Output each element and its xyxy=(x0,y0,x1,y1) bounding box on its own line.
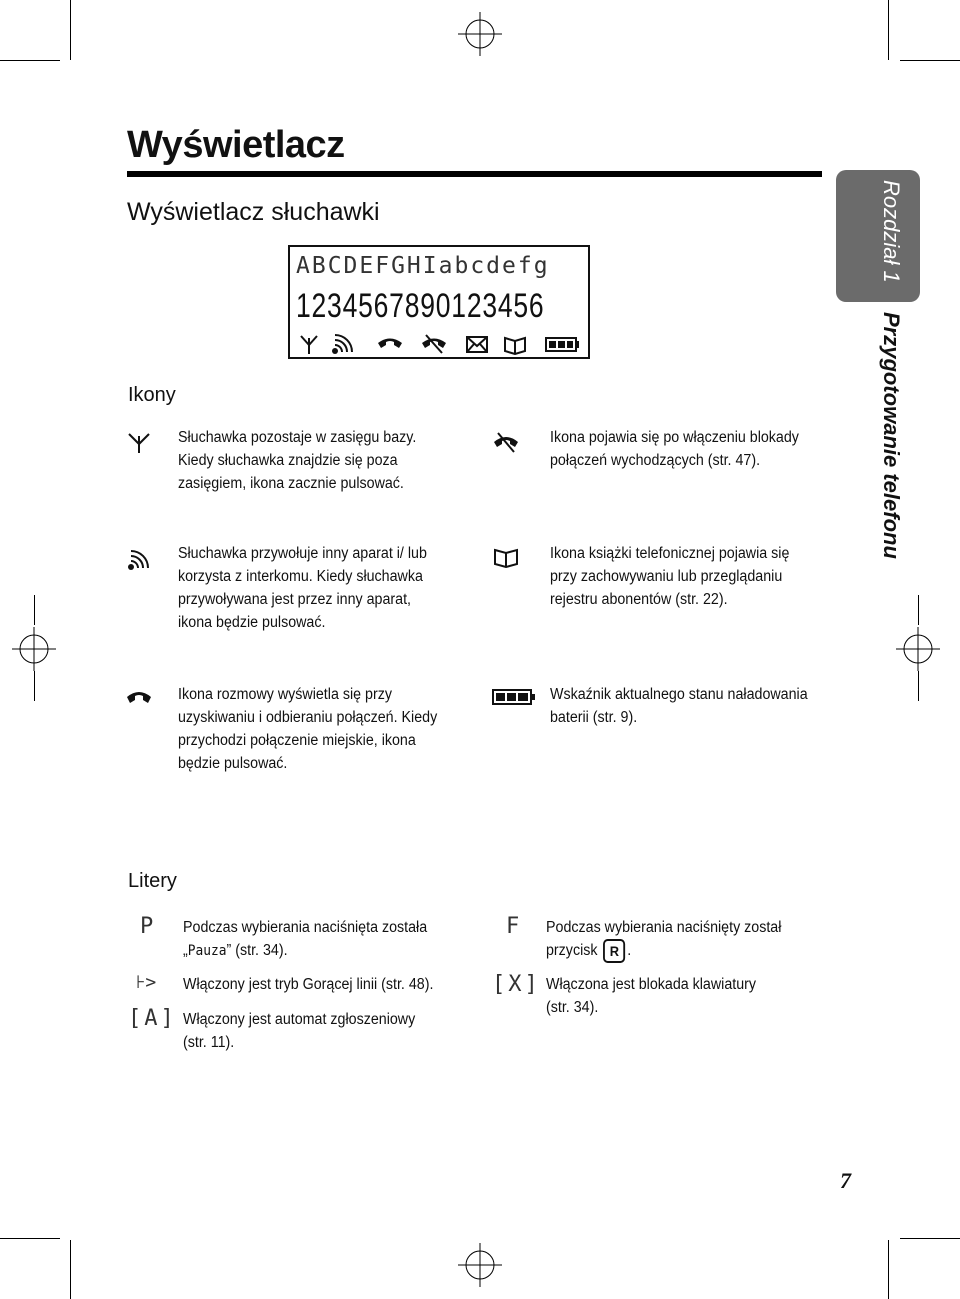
call-barring-icon xyxy=(493,432,519,454)
r-key-icon: R xyxy=(603,939,625,963)
crop-mark xyxy=(34,671,35,701)
pause-symbol: P xyxy=(140,914,154,939)
crop-mark xyxy=(918,671,919,701)
envelope-icon xyxy=(467,337,487,352)
crop-mark xyxy=(888,1240,889,1299)
chapter-title: Przygotowanie telefonu xyxy=(879,312,904,559)
icon-description-antenna: Słuchawka pozostaje w zasięgu bazy. Kiedy słuchawka znajdzie się poza zasięgiem, ikona zacznie pulsować. xyxy=(178,429,417,492)
letter-description-flash: Podczas wybierania naciśnięty został przycisk R . xyxy=(546,916,781,963)
antenna-icon xyxy=(301,336,317,354)
page-title: Wyświetlacz xyxy=(127,124,345,166)
key-lock-symbol: [X] xyxy=(492,972,541,997)
section-title: Wyświetlacz słuchawki xyxy=(127,198,380,226)
registration-mark-top xyxy=(458,12,502,56)
crop-mark xyxy=(70,1240,71,1299)
icon-description-phonebook: Ikona książki telefonicznej pojawia się przy zachowywaniu lub przeglądaniu rejestru abonentów (str. 22). xyxy=(550,545,790,608)
icons-section-label: Ikony xyxy=(128,384,176,406)
registration-mark-left xyxy=(12,627,56,671)
chapter-label: Rozdział 1 xyxy=(879,180,904,283)
lcd-row-digits: 1234567890123456 xyxy=(296,287,545,325)
flash-symbol: F xyxy=(506,914,520,939)
crop-mark xyxy=(34,595,35,625)
crop-mark xyxy=(888,0,889,60)
icon-description-intercom: Słuchawka przywołuje inny aparat i/ lub korzysta z interkomu. Kiedy słuchawka przywoływana jest przez inny aparat, ikona będzie pulsować. xyxy=(178,545,427,631)
registration-mark-right xyxy=(896,627,940,671)
hotline-symbol: ⊦> xyxy=(136,972,157,993)
intercom-signal-icon xyxy=(128,548,150,570)
letter-description-hotline: Włączony jest tryb Gorącej linii (str. 48). xyxy=(183,976,434,993)
registration-mark-bottom xyxy=(458,1243,502,1287)
intercom-signal-icon xyxy=(332,335,352,354)
letter-description-answering-machine: Włączony jest automat zgłoszeniowy (str. 11). xyxy=(183,1011,416,1051)
icon-description-battery: Wskaźnik aktualnego stanu naładowania baterii (str. 9). xyxy=(550,686,808,726)
page-number: 7 xyxy=(840,1168,851,1193)
answering-machine-symbol: [A] xyxy=(128,1006,177,1031)
crop-mark xyxy=(70,0,71,60)
lcd-display xyxy=(288,245,590,359)
crop-mark xyxy=(900,1238,960,1239)
handset-icon xyxy=(126,690,152,706)
phonebook-icon xyxy=(494,548,518,568)
crop-mark xyxy=(0,60,60,61)
letter-description-pause: Podczas wybierania naciśnięta została „Pauza” (str. 34). xyxy=(183,919,428,959)
crop-mark xyxy=(0,1238,60,1239)
phonebook-icon xyxy=(505,338,525,354)
lcd-row-letters: ABCDEFGHIabcdefg xyxy=(296,253,550,279)
handset-icon xyxy=(378,339,402,349)
antenna-icon xyxy=(128,432,150,454)
letter-description-key-lock: Włączona jest blokada klawiatury (str. 34). xyxy=(546,976,757,1016)
icon-description-call-barring: Ikona pojawia się po włączeniu blokady połączeń wychodzących (str. 47). xyxy=(550,429,799,469)
title-rule xyxy=(127,171,822,177)
battery-icon xyxy=(492,688,536,706)
icon-description-handset: Ikona rozmowy wyświetla się przy uzyskiwaniu i odbieraniu połączeń. Kiedy przychodzi połączenie miejskie, ikona będzie pulsować. xyxy=(178,686,438,772)
crop-mark xyxy=(918,595,919,625)
battery-icon xyxy=(546,338,579,351)
letters-section-label: Litery xyxy=(128,870,177,892)
call-barring-icon xyxy=(422,335,446,353)
lcd-icon-row xyxy=(300,333,582,355)
crop-mark xyxy=(900,60,960,61)
